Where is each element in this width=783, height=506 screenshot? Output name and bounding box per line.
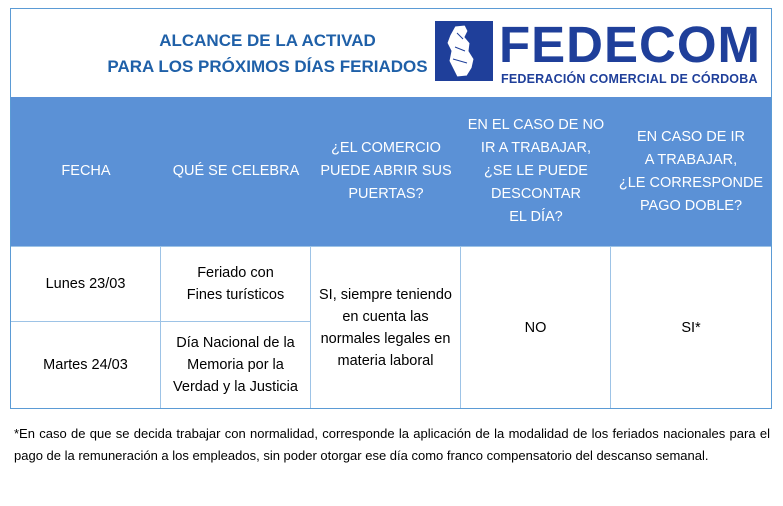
table-cell-pago-doble: SI*	[681, 319, 701, 336]
logo-subtitle: FEDERACIÓN COMERCIAL DE CÓRDOBA	[501, 72, 758, 86]
page-title	[30, 28, 505, 80]
col-header-descontar: EN EL CASO DE NO IR A TRABAJAR, ¿SE LE PUEDE DESCONTAR EL DÍA?	[467, 117, 605, 225]
fedecom-logo	[435, 16, 761, 87]
table-header	[11, 97, 771, 246]
table-cell-abrir: SI, siempre teniendo en cuenta las normales legales en materia laboral	[319, 286, 452, 369]
cordoba-map-icon	[435, 21, 493, 81]
header	[10, 8, 772, 97]
table-cell-celebra-1: Feriado con Fines turísticos	[186, 265, 285, 303]
col-header-fecha: FECHA	[61, 163, 111, 179]
col-header-pago-doble: EN CASO DE IR A TRABAJAR, ¿LE CORRESPONDE PAGO DOBLE?	[618, 128, 764, 214]
title-line-1: ALCANCE DE LA ACTIVAD	[159, 31, 376, 50]
table-cell-descontar: NO	[524, 319, 547, 336]
title-line-2: PARA LOS PRÓXIMOS DÍAS FERIADOS	[107, 57, 428, 76]
logo-wordmark: FEDECOM	[499, 16, 761, 73]
table-cell-celebra-2: Día Nacional de la Memoria por la Verdad y la Justicia	[173, 335, 298, 395]
table-cell-fecha-1: Lunes 23/03	[45, 276, 126, 292]
col-header-celebra: QUÉ SE CELEBRA	[172, 163, 300, 179]
footnote: *En caso de que se decida trabajar con normalidad, corresponde la aplicación de la modalidad de los feriados nacionales para el pago de la remuneración a los empleados, sin poder otorgar ese día como franco compensatorio del descanso semanal.	[14, 426, 770, 463]
col-header-abrir: ¿EL COMERCIO PUEDE ABRIR SUS PUERTAS?	[320, 140, 452, 202]
table-cell-fecha-2: Martes 24/03	[43, 357, 128, 373]
